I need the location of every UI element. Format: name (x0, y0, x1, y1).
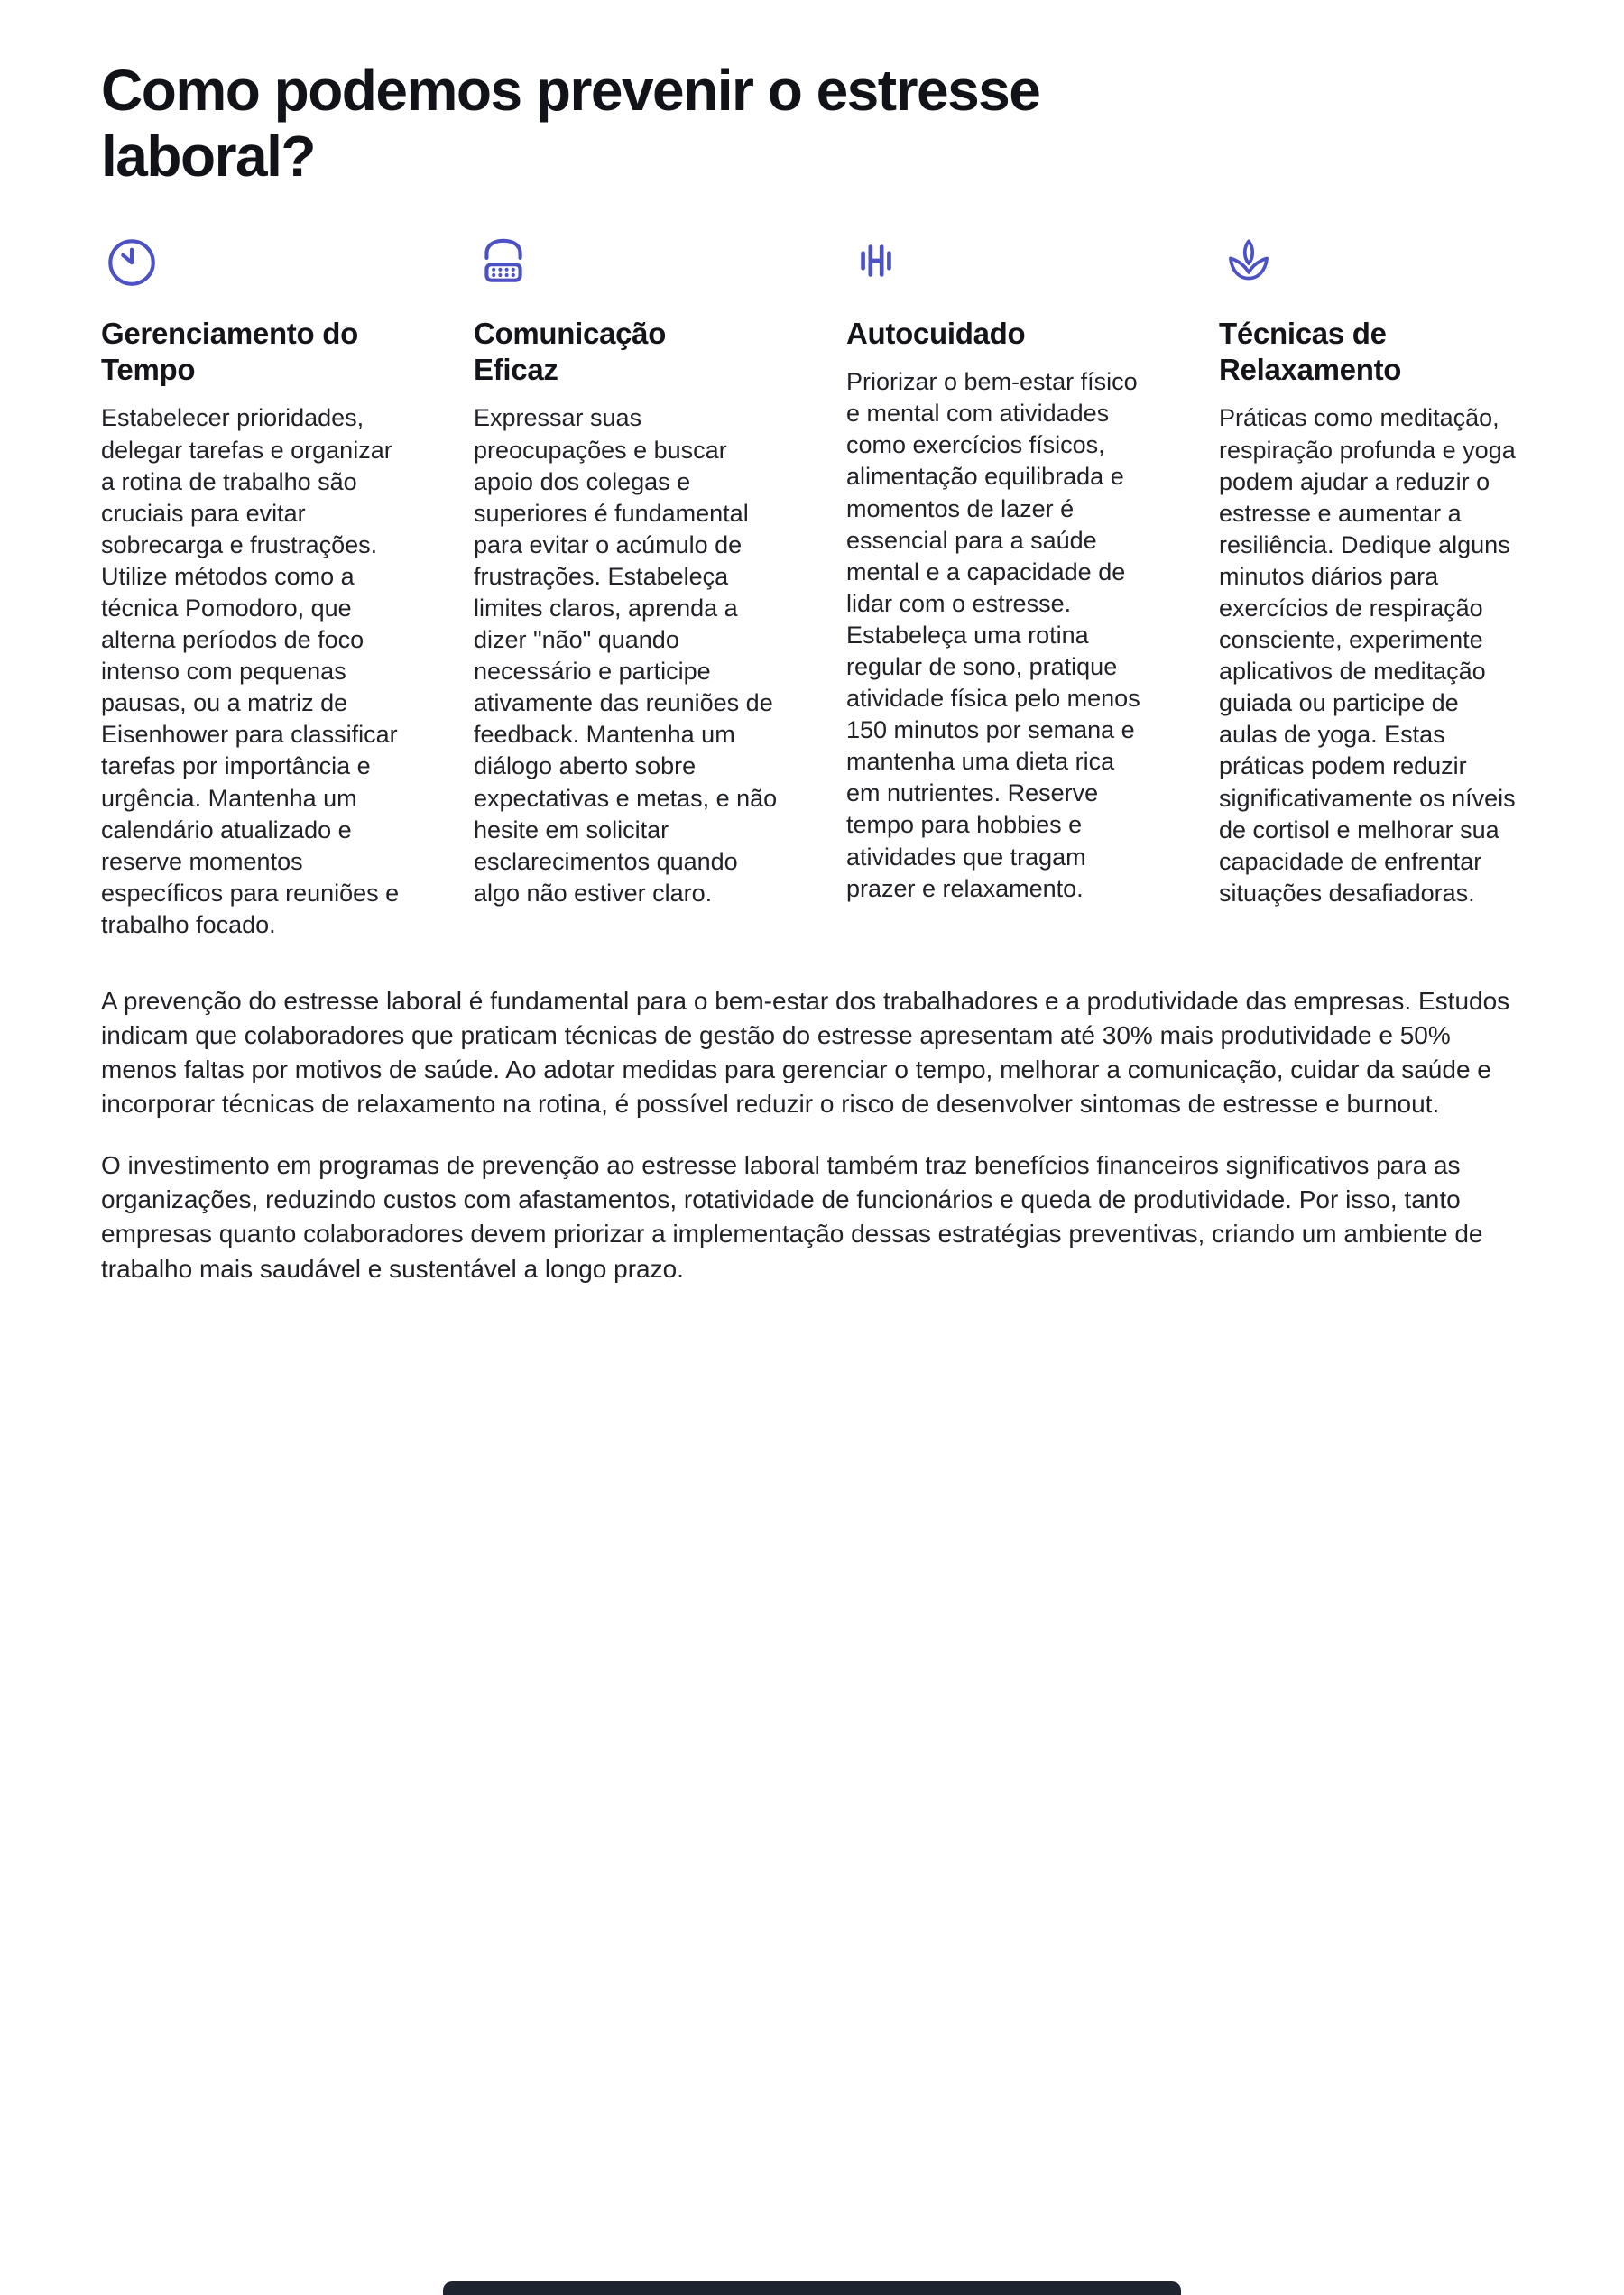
summary-paragraph-1: A prevenção do estresse laboral é fundamental para o bem-estar dos trabalhadores e a produtividade das empresas. Estudos indicam que colaboradores que praticam técnicas de gestão do estresse apresentam até 30% mais produtividade e 50% menos faltas por motivos de saúde. Ao adotar medidas para gerenciar o tempo, melhorar a comunicação, cuidar da saúde e incorporar técnicas de relaxamento na rotina, é possível reduzir o risco de desenvolver sintomas de estresse e burnout. (101, 987, 1510, 1119)
column-title: Autocuidado (846, 316, 1026, 350)
summary-paragraph-2: O investimento em programas de prevenção ao estresse laboral também traz benefícios financeiros significativos para as organizações, reduzindo custos com afastamentos, rotatividade de funcionários e queda de produtividade. Por isso, tanto empresas quanto colaboradores devem priorizar a implementação dessas estratégias preventivas, criando um ambiente de trabalho mais saudável e sustentável a longo prazo. (101, 1151, 1483, 1283)
column-title: Gerenciamento do Tempo (101, 316, 358, 387)
column-body: Priorizar o bem-estar físico e mental com atividades como exercícios físicos, alimentação equilibrada e momentos de lazer é essencial para a saúde mental e a capacidade de lidar com o estresse. Estabeleça uma rotina regular de sono, pratique atividade física pelo menos 150 minutos por semana e mantenha uma dieta rica em nutrientes. Reserve tempo para hobbies e atividades que tragam prazer e relaxamento. (846, 368, 1140, 902)
clock-icon (101, 231, 405, 294)
lotus-icon (1219, 231, 1523, 294)
column-body: Estabelecer prioridades, delegar tarefas e organizar a rotina de trabalho são cruciais para evitar sobrecarga e frustrações. Utilize métodos como a técnica Pomodoro, que alterna períodos de foco intenso com pequenas pausas, ou a matriz de Eisenhower para classificar tarefas por importância e urgência. Mantenha um calendário atualizado e reserve momentos específicos para reuniões e trabalho focado. (101, 404, 400, 938)
column-title: Comunicação Eficaz (474, 316, 667, 387)
column-effective-communication (474, 231, 778, 909)
column-time-management (101, 231, 405, 941)
column-relaxation-techniques (1219, 231, 1523, 909)
feature-columns (101, 231, 1523, 941)
fax-phone-icon (474, 231, 778, 294)
column-self-care (846, 231, 1150, 905)
page-title: Como podemos prevenir o estresse laboral? (101, 58, 1040, 189)
column-title: Técnicas de Relaxamento (1219, 316, 1402, 387)
column-body: Expressar suas preocupações e buscar apoio dos colegas e superiores é fundamental para evitar o acúmulo de frustrações. Estabeleça limites claros, aprenda a dizer "não" quando necessário e participe ativamente das reuniões de feedback. Mantenha um diálogo aberto sobre expectativas e metas, e não hesite em solicitar esclarecimentos quando algo não estiver claro. (474, 404, 778, 907)
dumbbell-icon (846, 231, 1150, 294)
column-body: Práticas como meditação, respiração profunda e yoga podem ajudar a reduzir o estresse e aumentar a resiliência. Dedique alguns minutos diários para exercícios de respiração consciente, experimente aplicativos de meditação guiada ou participe de aulas de yoga. Estas práticas podem reduzir significativamente os níveis de cortisol e melhorar sua capacidade de enfrentar situações desafiadoras. (1219, 404, 1516, 907)
summary-section (101, 984, 1523, 1286)
dock-edge[interactable] (443, 2281, 1181, 2295)
